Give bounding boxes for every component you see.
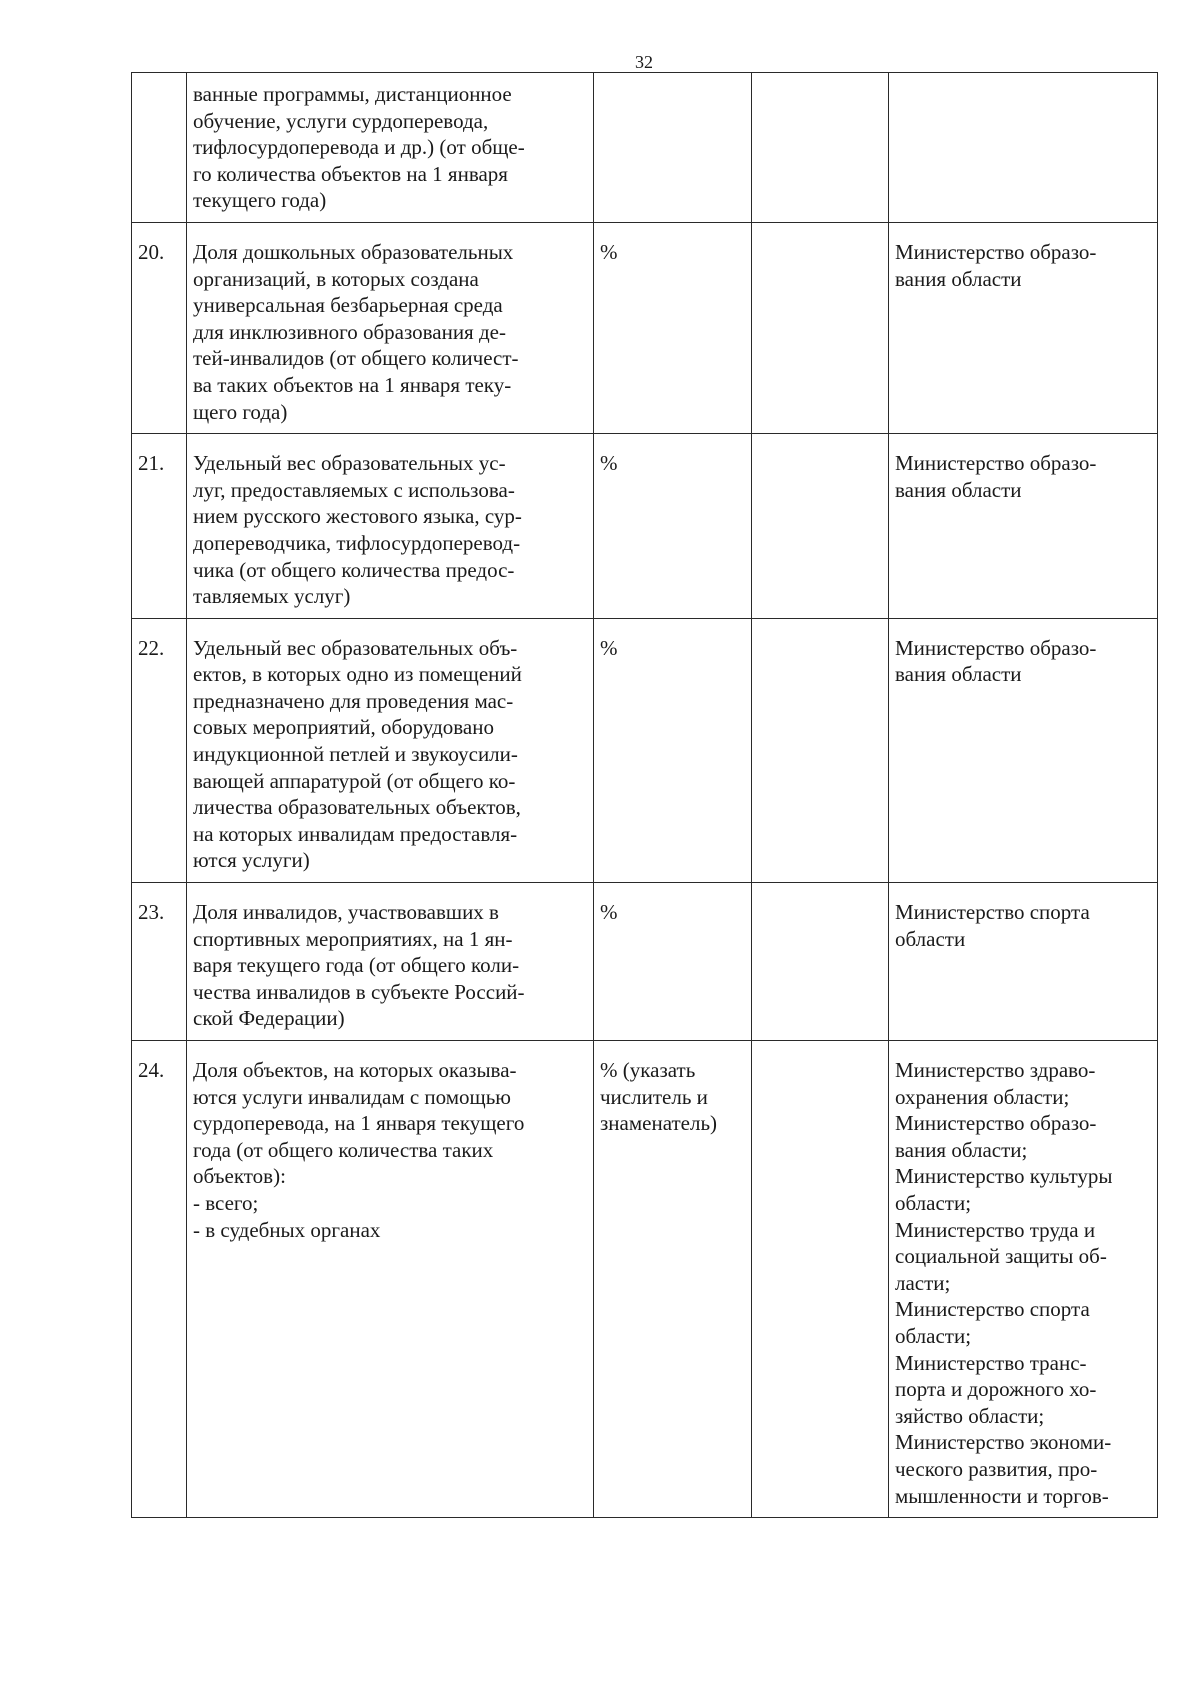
indicator-name-cell bbox=[187, 883, 594, 1041]
value-cell bbox=[752, 1041, 889, 1518]
unit-cell bbox=[594, 1041, 752, 1518]
unit: % bbox=[600, 635, 618, 660]
table-row bbox=[132, 434, 1158, 619]
unit: % bbox=[600, 900, 618, 925]
indicator-name: Доля дошкольных образовательных организаций, в которых создана универсальная безбарьерная среда для инклюзивного образования де- тей-инвалидов (от общего количест- ва таких объектов на 1 января теку- щего года) bbox=[193, 239, 519, 424]
unit-cell bbox=[594, 883, 752, 1041]
responsible: Министерство образо- вания области bbox=[895, 239, 1097, 291]
unit-cell bbox=[594, 618, 752, 882]
value-cell bbox=[752, 73, 889, 223]
unit-cell bbox=[594, 73, 752, 223]
indicator-name-cell bbox=[187, 73, 594, 223]
indicator-name: Доля объектов, на которых оказыва- ются услуги инвалидам с помощью сурдоперевода, на 1 января текущего года (от общего количества таких объектов): - всего; - в судебных органах bbox=[193, 1058, 525, 1242]
responsible-cell bbox=[889, 222, 1158, 433]
responsible-cell bbox=[889, 73, 1158, 223]
indicator-name-cell bbox=[187, 222, 594, 433]
indicators-table bbox=[131, 72, 1158, 1518]
indicator-name-cell bbox=[187, 618, 594, 882]
row-number-cell: 24. bbox=[132, 1041, 187, 1518]
responsible: Министерство образо- вания области bbox=[895, 635, 1097, 687]
unit: % (указать числитель и знаменатель) bbox=[600, 1058, 718, 1136]
unit: % bbox=[600, 239, 618, 264]
unit-cell bbox=[594, 434, 752, 619]
responsible-cell bbox=[889, 1041, 1158, 1518]
indicator-name-cell bbox=[187, 1041, 594, 1518]
row-number-cell: 22. bbox=[132, 618, 187, 882]
responsible: Министерство спорта области bbox=[895, 900, 1090, 951]
responsible-cell bbox=[889, 434, 1158, 619]
responsible: Министерство образо- вания области bbox=[895, 451, 1097, 502]
responsible: Министерство здраво- охранения области; Министерство образо- вания области; Министерство культуры области; Министерство труда и социальной защиты об- ласти; Министерство спорта области; Министерство транс- порта и дорожного хо- зяйство области; Министерство экономи- ческого развития, про- мышленности и торгов- bbox=[895, 1058, 1113, 1508]
row-number-cell bbox=[132, 73, 187, 223]
value-cell bbox=[752, 222, 889, 433]
value-cell bbox=[752, 618, 889, 882]
responsible-cell bbox=[889, 883, 1158, 1041]
value-cell bbox=[752, 883, 889, 1041]
table-row bbox=[132, 618, 1158, 882]
unit: % bbox=[600, 451, 618, 476]
value-cell bbox=[752, 434, 889, 619]
indicator-name-cell bbox=[187, 434, 594, 619]
table-row bbox=[132, 222, 1158, 433]
row-number-cell: 20. bbox=[132, 222, 187, 433]
indicator-name: Доля инвалидов, участвовавших в спортивных мероприятиях, на 1 ян- варя текущего года (от общего коли- чества инвалидов в субъекте Россий- ской Федерации) bbox=[193, 900, 525, 1031]
table-row bbox=[132, 883, 1158, 1041]
table-row bbox=[132, 73, 1158, 223]
page-number: 32 bbox=[635, 52, 653, 72]
row-number-cell: 23. bbox=[132, 883, 187, 1041]
row-number-cell: 21. bbox=[132, 434, 187, 619]
unit-cell bbox=[594, 222, 752, 433]
indicator-name: ванные программы, дистанционное обучение, услуги сурдоперевода, тифлосурдоперевода и др.) (от обще- го количества объектов на 1 января текущего года) bbox=[193, 82, 525, 213]
table-row bbox=[132, 1041, 1158, 1518]
responsible-cell bbox=[889, 618, 1158, 882]
indicator-name: Удельный вес образовательных ус- луг, предоставляемых с использова- нием русского жестового языка, сур- допереводчика, тифлосурдоперевод- чика (от общего количества предос- тавляемых услуг) bbox=[193, 451, 522, 609]
indicator-name: Удельный вес образовательных объ- ектов, в которых одно из помещений предназначено для проведения мас- совых мероприятий, оборудовано индукционной петлей и звукоусили- вающей аппаратурой (от общего ко- личества образовательных объектов, на которых инвалидам предоставля- ются услуги) bbox=[193, 635, 522, 873]
